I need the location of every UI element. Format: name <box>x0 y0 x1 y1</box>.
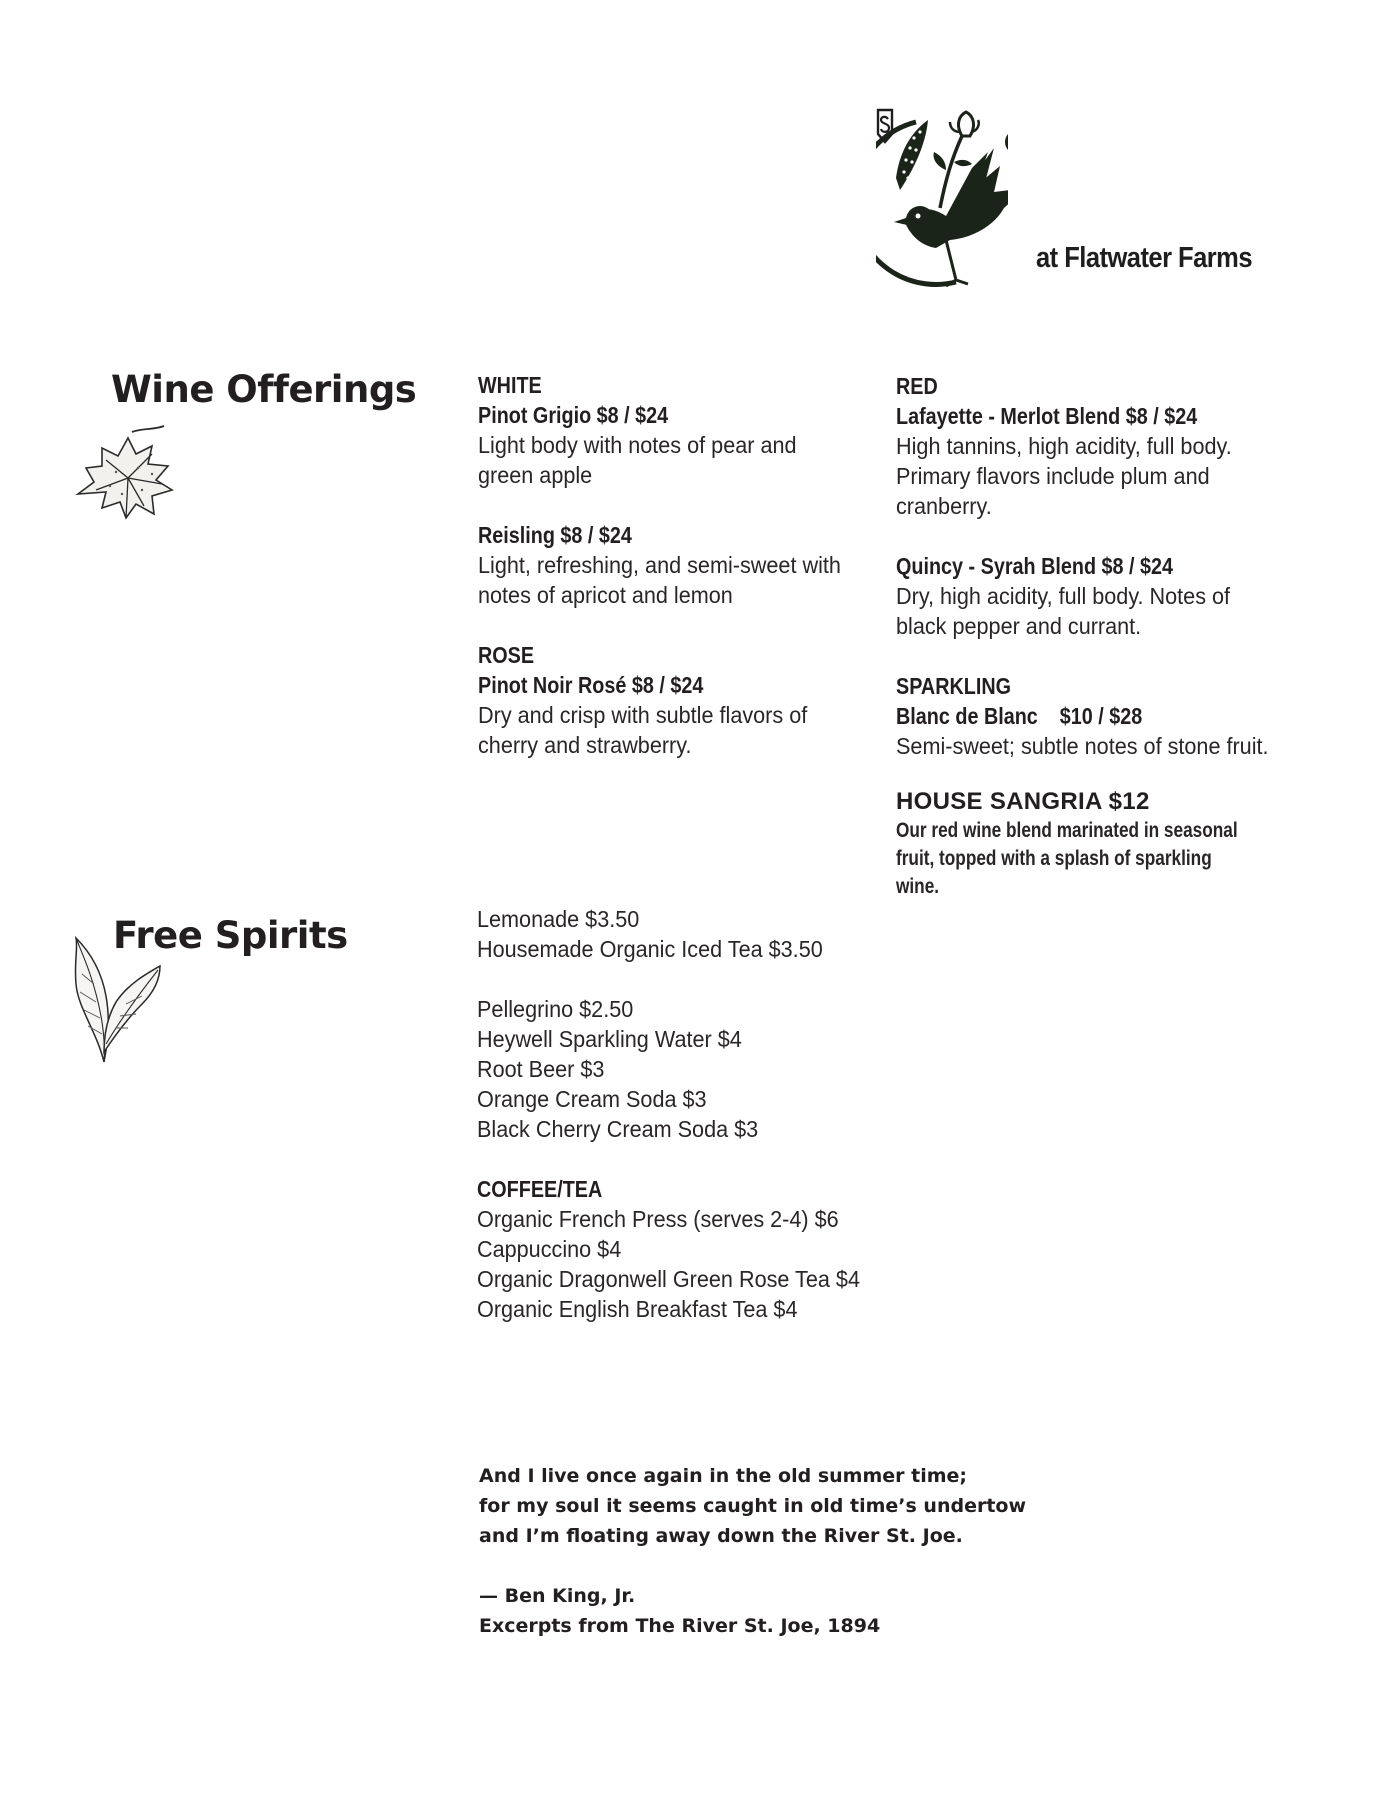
category-sparkling: SPARKLING <box>896 673 1012 699</box>
sangria-desc: fruit, topped with a splash of sparkling wine. <box>896 847 1212 898</box>
wine-desc: Light body with notes of pear and <box>478 432 797 458</box>
spirits-list <box>477 904 917 1324</box>
category-rose: ROSE <box>478 642 535 668</box>
free-spirits-title: Free Spirits <box>113 914 348 957</box>
drink-item: Black Cherry Cream Soda $3 <box>477 1116 759 1142</box>
drink-item: Lemonade $3.50 <box>477 906 640 932</box>
wine-name: Quincy - Syrah Blend $8 / $24 <box>896 553 1174 579</box>
wine-name: Blanc de Blanc $10 / $28 <box>896 703 1143 729</box>
quote-line: and I’m floating away down the River St. Joe. <box>479 1525 963 1547</box>
quote-line: for my soul it seems caught in old time’s undertow <box>479 1495 1027 1517</box>
coffee-tea-heading: COFFEE/TEA <box>477 1176 603 1202</box>
wine-offerings-title: Wine Offerings <box>111 368 417 411</box>
wine-name: Lafayette - Merlot Blend $8 / $24 <box>896 403 1198 429</box>
category-red: RED <box>896 373 938 399</box>
wine-name: Pinot Grigio $8 / $24 <box>478 402 669 428</box>
wine-desc: High tannins, high acidity, full body. <box>896 433 1232 459</box>
poem-quote <box>479 1461 1026 1641</box>
wine-desc: Light, refreshing, and semi-sweet with <box>478 552 841 578</box>
drink-item: Cappuccino $4 <box>477 1236 622 1262</box>
drink-item: Orange Cream Soda $3 <box>477 1086 707 1112</box>
drink-item: Heywell Sparkling Water $4 <box>477 1026 742 1052</box>
drink-item: Organic Dragonwell Green Rose Tea $4 <box>477 1266 860 1292</box>
wine-desc: notes of apricot and lemon <box>478 582 733 608</box>
wine-desc: Dry, high acidity, full body. Notes of <box>896 583 1231 609</box>
wine-desc: cherry and strawberry. <box>478 732 692 758</box>
wine-desc: black pepper and currant. <box>896 613 1142 639</box>
brand-name: at Flatwater Farms <box>1036 242 1253 274</box>
sangria-title: HOUSE SANGRIA $12 <box>896 788 1150 815</box>
wine-desc: cranberry. <box>896 493 992 519</box>
wine-name: Pinot Noir Rosé $8 / $24 <box>478 672 704 698</box>
brand-mark-icon <box>876 108 894 144</box>
quote-source: Excerpts from The River St. Joe, 1894 <box>479 1615 881 1637</box>
drink-item: Organic French Press (serves 2-4) $6 <box>477 1206 839 1232</box>
drink-item: Pellegrino $2.50 <box>477 996 634 1022</box>
wine-desc: green apple <box>478 462 593 488</box>
quote-author: — Ben King, Jr. <box>479 1585 636 1607</box>
quote-line: And I live once again in the old summer time; <box>479 1465 968 1487</box>
drink-item: Root Beer $3 <box>477 1056 605 1082</box>
logo <box>876 108 1276 290</box>
wine-desc: Dry and crisp with subtle flavors of <box>478 702 808 728</box>
wine-left-column <box>478 370 878 760</box>
wine-desc: Semi-sweet; subtle notes of stone fruit. <box>896 733 1269 759</box>
drink-item: Housemade Organic Iced Tea $3.50 <box>477 936 823 962</box>
drink-item: Organic English Breakfast Tea $4 <box>477 1296 798 1322</box>
grape-leaf-icon <box>72 424 182 520</box>
bird-logo-icon <box>876 108 1008 290</box>
category-white: WHITE <box>478 372 542 398</box>
wine-name: Reisling $8 / $24 <box>478 522 632 548</box>
wine-desc: Primary flavors include plum and <box>896 463 1210 489</box>
sangria-desc: Our red wine blend marinated in seasonal <box>896 819 1238 842</box>
wine-right-column <box>896 371 1316 901</box>
leaves-icon <box>70 934 166 1066</box>
